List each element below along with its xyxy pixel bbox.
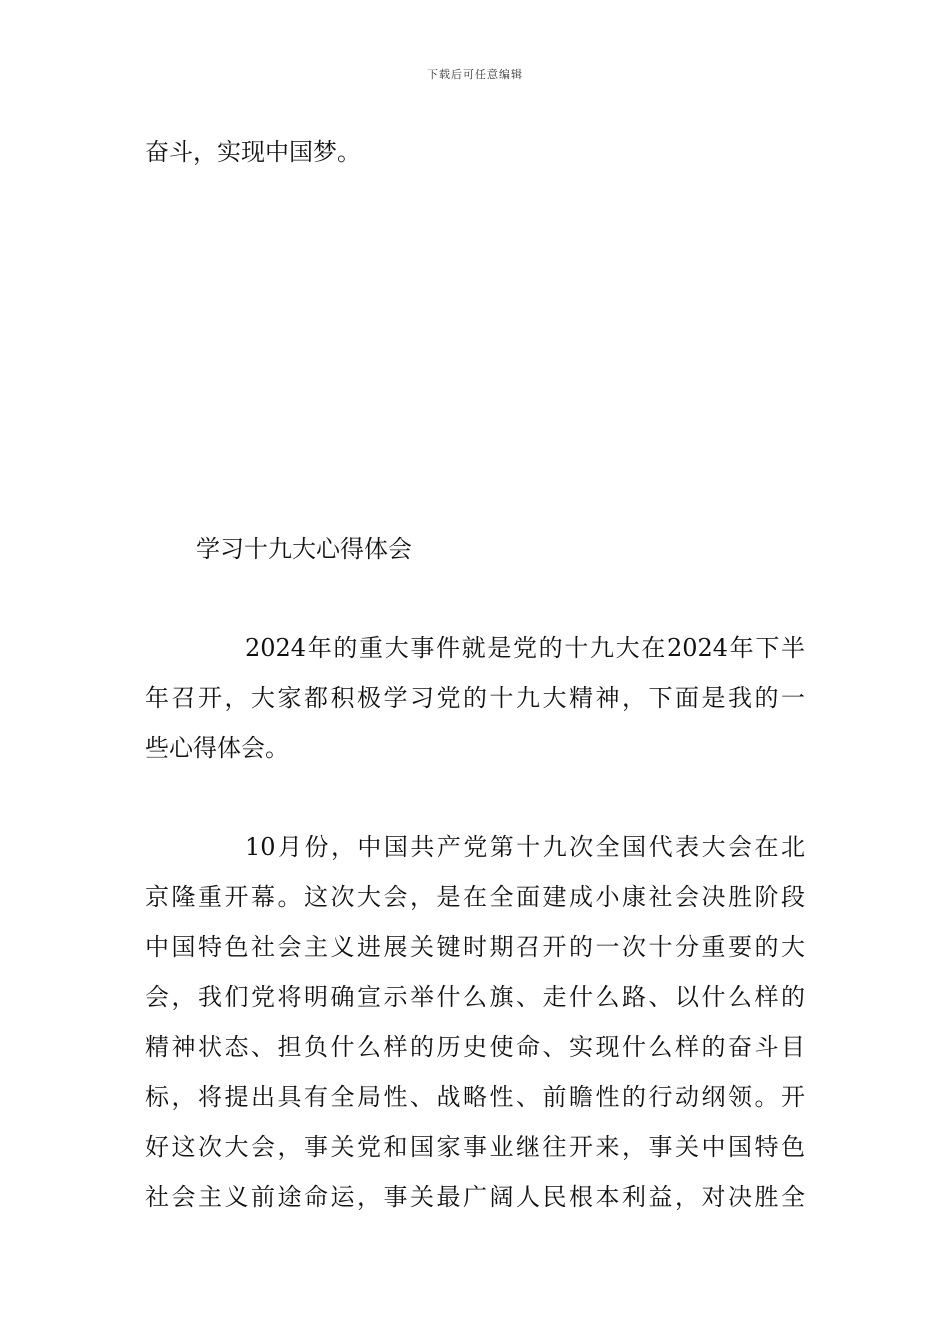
paragraph-2-line-8: 社会主义前途命运，事关最广阔人民根本利益，对决胜全 xyxy=(145,1183,805,1211)
article-title: 学习十九大心得体会 xyxy=(196,535,412,563)
paragraph-2-line-6: 标，将提出具有全局性、战略性、前瞻性的行动纲领。开 xyxy=(145,1083,805,1111)
paragraph-2-line-3: 中国特色社会主义进展关键时期召开的一次十分重要的大 xyxy=(145,933,805,961)
continuation-line: 奋斗，实现中国梦。 xyxy=(145,138,361,166)
paragraph-1-line-3: 些心得体会。 xyxy=(145,734,289,762)
paragraph-2-line-5: 精神状态、担负什么样的历史使命、实现什么样的奋斗目 xyxy=(145,1033,805,1061)
paragraph-2-line-2: 京隆重开幕。这次大会，是在全面建成小康社会决胜阶段 xyxy=(145,883,805,911)
paragraph-2-line-4: 会，我们党将明确宣示举什么旗、走什么路、以什么样的 xyxy=(145,983,805,1011)
paragraph-2-line-1: 10月份，中国共产党第十九次全国代表大会在北 xyxy=(245,833,805,861)
paragraph-2-line-7: 好这次大会，事关党和国家事业继往开来，事关中国特色 xyxy=(145,1133,805,1161)
paragraph-1-line-2: 年召开，大家都积极学习党的十九大精神，下面是我的一 xyxy=(145,684,805,712)
header-note: 下载后可任意编辑 xyxy=(427,68,523,81)
paragraph-1-line-1: 2024年的重大事件就是党的十九大在2024年下半 xyxy=(245,634,805,662)
